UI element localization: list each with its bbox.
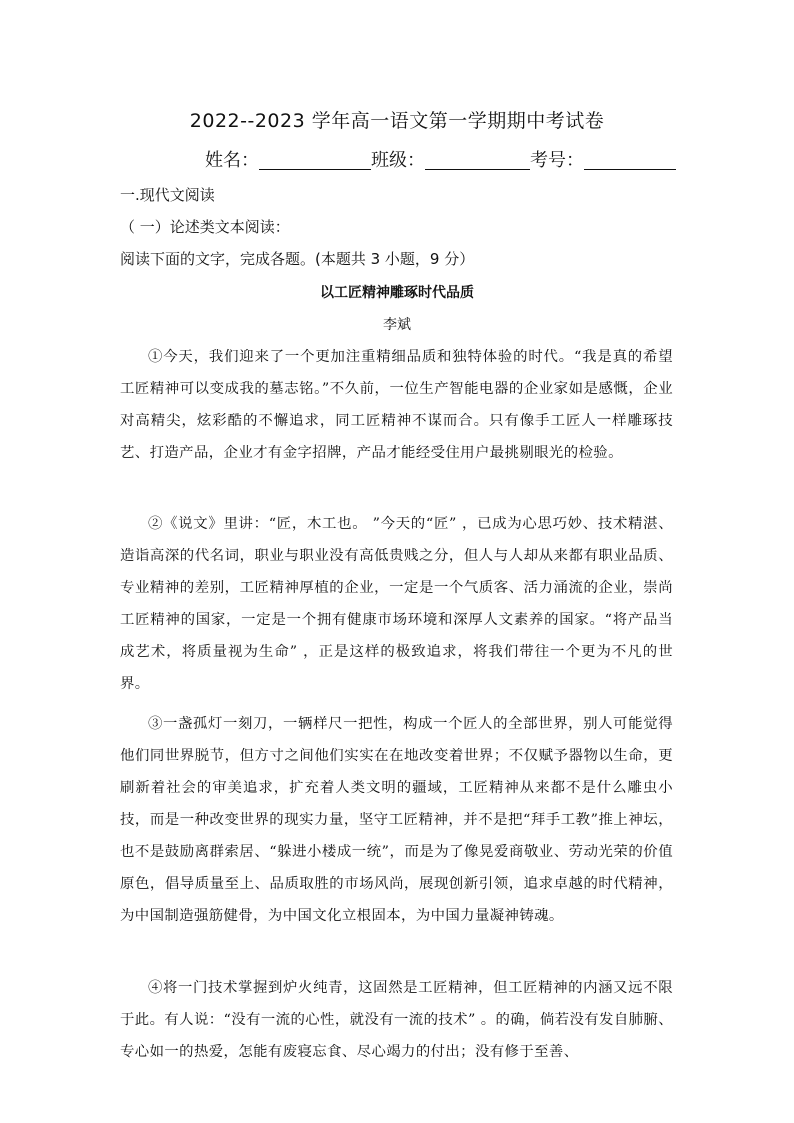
exam-no-blank bbox=[584, 149, 676, 170]
sub-heading: （ 一）论述类文本阅读： bbox=[120, 218, 290, 236]
paragraph-1: ①今天，我们迎来了一个更加注重精细品质和独特体验的时代。“我是真的希望工匠精神可以变成我的墓志铭。”不久前，一位生产智能电器的企业家如是感慨，企业对高精尖，炫彩酷的不懈追求，同工匠精神不谋而合。只有像手工匠人一样雕琢技艺、打造产品，企业才有金字招牌，产品才能经受住用户最挑剔眼光的检验。 bbox=[120, 349, 673, 461]
name-label: 姓名： bbox=[205, 150, 259, 171]
exam-title: 2022--2023 学年高一语文第一学期期中考试卷 bbox=[189, 110, 605, 132]
paragraph-3: ③一盏孤灯一刻刀，一辆样尺一把性，构成一个匠人的全部世界，别人可能觉得他们同世界脱节，但方寸之间他们实实在在地改变着世界；不仅赋予器物以生命，更刷新着社会的审美追求，扩充着人类文明的疆域，工匠精神从来都不是什么雕虫小技，而是一种改变世界的现实力量，坚守工匠精神，并不是把“拜手工教”推上神坛，也不是鼓励离群索居、“躲进小楼成一统”，而是为了像晃爱商敬业、劳动光荣的价值原色，倡导质量至上、品质取胜的市场风尚，展现创新引领，追求卓越的时代精神，为中国制造强筋健骨，为中国文化立根固本，为中国力量凝神铸魂。 bbox=[120, 716, 673, 924]
class-blank bbox=[425, 149, 530, 170]
class-label: 班级： bbox=[371, 150, 425, 171]
paragraph-2: ②《说文》里讲：“匠，木工也。 ”今天的“匠” ，已成为心思巧妙、技术精湛、造诣高深的代名词，职业与职业没有高低贵贱之分，但人与人却从来都有职业品质、专业精神的差别，工匠精神厚植的企业，一定是一个气质客、活力涌流的企业，崇尚工匠精神的国家，一定是一个拥有健康市场环境和深厚人文素养的国家。“将产品当成艺术，将质量视为生命” ，正是这样的极致追求，将我们带往一个更为不凡的世界。 bbox=[120, 516, 673, 692]
article-title: 以工匠精神雕琢时代品质 bbox=[320, 285, 474, 301]
paragraph-4: ④将一门技术掌握到炉火纯青，这固然是工匠精神，但工匠精神的内涵又远不限于此。有人说：“没有一流的心性，就没有一流的技术” 。的确，倘若没有发自肺腑、专心如一的热爱，怎能有废寝忘食、尽心竭力的付出；没有修于至善、 bbox=[120, 980, 673, 1060]
instruction: 阅读下面的文字，完成各题。(本题共 3 小题，9 分） bbox=[120, 250, 475, 268]
exam-no-label: 考号： bbox=[530, 150, 584, 171]
article-author: 李斌 bbox=[383, 317, 411, 333]
student-info-line bbox=[205, 148, 676, 174]
name-blank bbox=[259, 149, 371, 170]
part-heading: 一.现代文阅读 bbox=[120, 186, 215, 204]
